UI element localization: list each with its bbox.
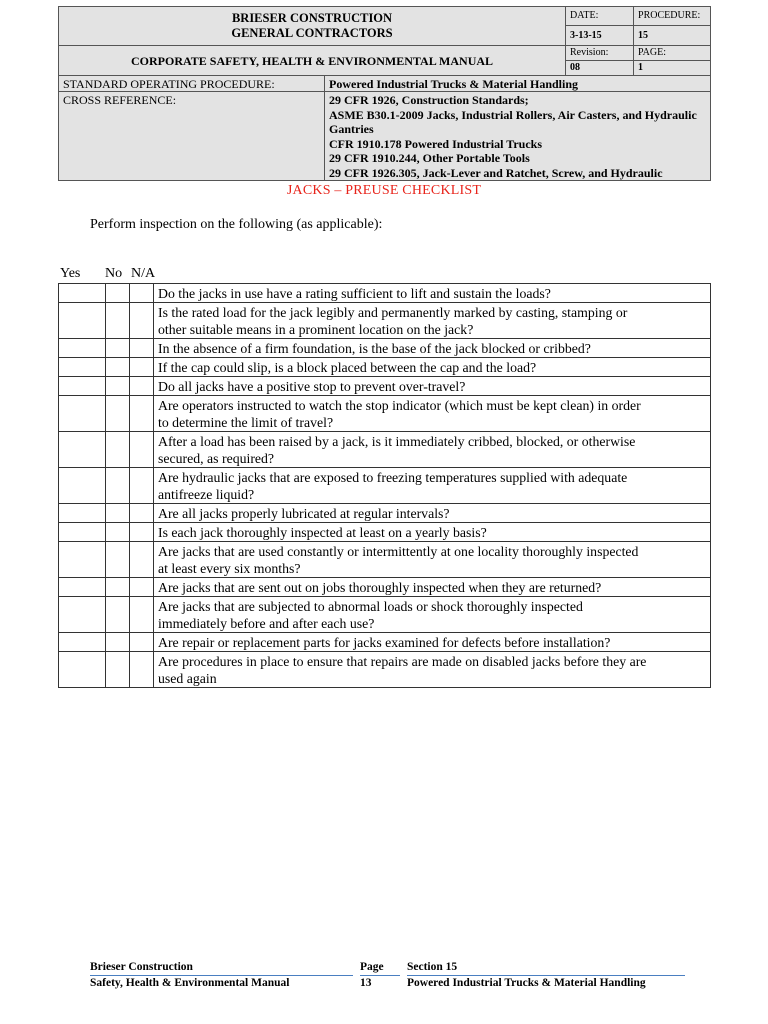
question-line: Are hydraulic jacks that are exposed to freezing temperatures supplied with adequate <box>158 470 628 485</box>
question-line: If the cap could slip, is a block placed between the cap and the load? <box>158 360 537 375</box>
question-line: other suitable means in a prominent location on the jack? <box>158 322 474 337</box>
na-checkbox[interactable] <box>130 396 154 432</box>
question-line: antifreeze liquid? <box>158 487 255 502</box>
na-column-header: N/A <box>131 266 156 281</box>
cross-reference-item: ASME B30.1-2009 Jacks, Industrial Rollers, Air Casters, and Hydraulic Gantries <box>329 107 697 136</box>
sop-value: Powered Industrial Trucks & Material Handling <box>325 76 711 92</box>
question-line: to determine the limit of travel? <box>158 415 334 430</box>
no-checkbox[interactable] <box>106 468 130 504</box>
no-column-header: No <box>105 266 123 281</box>
yes-column-header: Yes <box>60 266 81 281</box>
question-line: Are operators instructed to watch the stop indicator (which must be kept clean) in order <box>158 398 641 413</box>
checklist-table <box>58 283 711 688</box>
checklist-title: JACKS – PREUSE CHECKLIST <box>286 183 482 198</box>
no-checkbox[interactable] <box>106 523 130 542</box>
checklist-row <box>59 633 711 652</box>
checklist-row <box>59 578 711 597</box>
na-checkbox[interactable] <box>130 284 154 303</box>
na-checkbox[interactable] <box>130 652 154 688</box>
yes-checkbox[interactable] <box>59 578 106 597</box>
procedure-value: 15 <box>638 30 649 41</box>
question-line: Are procedures in place to ensure that repairs are made on disabled jacks before they are <box>158 654 647 669</box>
checklist-question <box>154 468 711 504</box>
na-checkbox[interactable] <box>130 377 154 396</box>
question-line: Is the rated load for the jack legibly and permanently marked by casting, stamping or <box>158 305 628 320</box>
yes-checkbox[interactable] <box>59 358 106 377</box>
checklist-question <box>154 504 711 523</box>
checklist-row <box>59 303 711 339</box>
footer-company: Brieser Construction <box>90 961 193 973</box>
na-checkbox[interactable] <box>130 542 154 578</box>
na-checkbox[interactable] <box>130 504 154 523</box>
question-line: Are all jacks properly lubricated at regular intervals? <box>158 506 450 521</box>
checklist-row <box>59 377 711 396</box>
no-checkbox[interactable] <box>106 504 130 523</box>
question-line: Is each jack thoroughly inspected at least on a yearly basis? <box>158 525 487 540</box>
no-checkbox[interactable] <box>106 396 130 432</box>
footer-section-label: Section 15 <box>407 961 458 973</box>
checklist-question <box>154 523 711 542</box>
question-line: secured, as required? <box>158 451 275 466</box>
checklist-question <box>154 542 711 578</box>
checklist-row <box>59 339 711 358</box>
checklist-question <box>154 339 711 358</box>
checklist-row <box>59 542 711 578</box>
cross-reference-item: 29 CFR 1910.244, Other Portable Tools <box>329 151 530 165</box>
yes-checkbox[interactable] <box>59 432 106 468</box>
company-line-2: GENERAL CONTRACTORS <box>231 26 393 40</box>
no-checkbox[interactable] <box>106 432 130 468</box>
yes-checkbox[interactable] <box>59 542 106 578</box>
revision-value: 08 <box>570 62 581 73</box>
yes-checkbox[interactable] <box>59 504 106 523</box>
footer-page-label: Page <box>360 961 384 973</box>
question-line: Are jacks that are subjected to abnormal loads or shock thoroughly inspected <box>158 599 583 614</box>
no-checkbox[interactable] <box>106 652 130 688</box>
yes-checkbox[interactable] <box>59 339 106 358</box>
checklist-question <box>154 284 711 303</box>
yes-checkbox[interactable] <box>59 468 106 504</box>
na-checkbox[interactable] <box>130 339 154 358</box>
procedure-label: PROCEDURE: <box>634 7 710 26</box>
manual-title: CORPORATE SAFETY, HEALTH & ENVIRONMENTAL MANUAL <box>59 46 566 76</box>
no-checkbox[interactable] <box>106 578 130 597</box>
company-name <box>59 7 566 46</box>
cross-reference-list <box>325 92 711 181</box>
date-cell <box>566 7 634 46</box>
question-line: used again <box>158 671 217 686</box>
footer-section-block <box>407 960 685 991</box>
na-checkbox[interactable] <box>130 468 154 504</box>
no-checkbox[interactable] <box>106 284 130 303</box>
checklist-question <box>154 432 711 468</box>
yes-checkbox[interactable] <box>59 523 106 542</box>
no-checkbox[interactable] <box>106 597 130 633</box>
checklist-row <box>59 396 711 432</box>
na-checkbox[interactable] <box>130 303 154 339</box>
question-line: Do the jacks in use have a rating sufficient to lift and sustain the loads? <box>158 286 551 301</box>
na-checkbox[interactable] <box>130 358 154 377</box>
date-value: 3-13-15 <box>570 30 602 41</box>
question-line: Do all jacks have a positive stop to prevent over-travel? <box>158 379 466 394</box>
date-label: DATE: <box>566 7 633 26</box>
checklist-question <box>154 578 711 597</box>
question-line: at least every six months? <box>158 561 301 576</box>
yes-checkbox[interactable] <box>59 633 106 652</box>
no-checkbox[interactable] <box>106 377 130 396</box>
footer-manual: Safety, Health & Environmental Manual <box>90 975 353 991</box>
yes-checkbox[interactable] <box>59 652 106 688</box>
revision-cell <box>566 46 634 76</box>
question-line: Are jacks that are sent out on jobs thoroughly inspected when they are returned? <box>158 580 602 595</box>
checklist-question <box>154 396 711 432</box>
no-checkbox[interactable] <box>106 303 130 339</box>
question-line: After a load has been raised by a jack, is it immediately cribbed, blocked, or otherwise <box>158 434 636 449</box>
page-label: PAGE: <box>634 46 710 61</box>
checklist-question <box>154 377 711 396</box>
checklist-question <box>154 358 711 377</box>
checklist-row <box>59 504 711 523</box>
no-checkbox[interactable] <box>106 542 130 578</box>
checklist-row <box>59 597 711 633</box>
checklist-question <box>154 303 711 339</box>
yes-checkbox[interactable] <box>59 303 106 339</box>
question-line: immediately before and after each use? <box>158 616 375 631</box>
no-checkbox[interactable] <box>106 339 130 358</box>
checklist-question <box>154 633 711 652</box>
question-line: Are repair or replacement parts for jacks examined for defects before installation? <box>158 635 611 650</box>
document-header <box>58 6 711 181</box>
checklist-row <box>59 432 711 468</box>
footer-page-block <box>360 960 400 991</box>
cross-reference-item: 29 CFR 1926.305, Jack-Lever and Ratchet, Screw, and Hydraulic <box>329 165 663 180</box>
intro-text: Perform inspection on the following (as applicable): <box>90 217 383 232</box>
checklist-row <box>59 523 711 542</box>
cross-reference-label: CROSS REFERENCE: <box>59 92 325 181</box>
no-checkbox[interactable] <box>106 633 130 652</box>
cross-reference-item: CFR 1910.178 Powered Industrial Trucks <box>329 136 543 151</box>
cross-reference-item: 29 CFR 1926, Construction Standards; <box>329 93 529 107</box>
footer-page-number: 13 <box>360 975 400 991</box>
na-checkbox[interactable] <box>130 597 154 633</box>
revision-label: Revision: <box>566 46 633 61</box>
yes-checkbox[interactable] <box>59 377 106 396</box>
no-checkbox[interactable] <box>106 358 130 377</box>
checklist-row <box>59 468 711 504</box>
na-checkbox[interactable] <box>130 523 154 542</box>
footer-company-block <box>90 960 353 991</box>
page-cell <box>634 46 711 76</box>
checklist-question <box>154 652 711 688</box>
yes-checkbox[interactable] <box>59 284 106 303</box>
procedure-cell <box>634 7 711 46</box>
na-checkbox[interactable] <box>130 432 154 468</box>
company-line-1: BRIESER CONSTRUCTION <box>231 11 393 25</box>
checklist-row <box>59 284 711 303</box>
yes-checkbox[interactable] <box>59 396 106 432</box>
checklist-row <box>59 652 711 688</box>
yes-checkbox[interactable] <box>59 597 106 633</box>
page-value: 1 <box>638 62 644 73</box>
checklist-question <box>154 597 711 633</box>
sop-label: STANDARD OPERATING PROCEDURE: <box>59 76 325 92</box>
na-checkbox[interactable] <box>130 578 154 597</box>
question-line: In the absence of a firm foundation, is the base of the jack blocked or cribbed? <box>158 341 591 356</box>
question-line: Are jacks that are used constantly or intermittently at one locality thoroughly inspected <box>158 544 639 559</box>
footer-section-title: Powered Industrial Trucks & Material Handling <box>407 975 685 991</box>
checklist-row <box>59 358 711 377</box>
na-checkbox[interactable] <box>130 633 154 652</box>
